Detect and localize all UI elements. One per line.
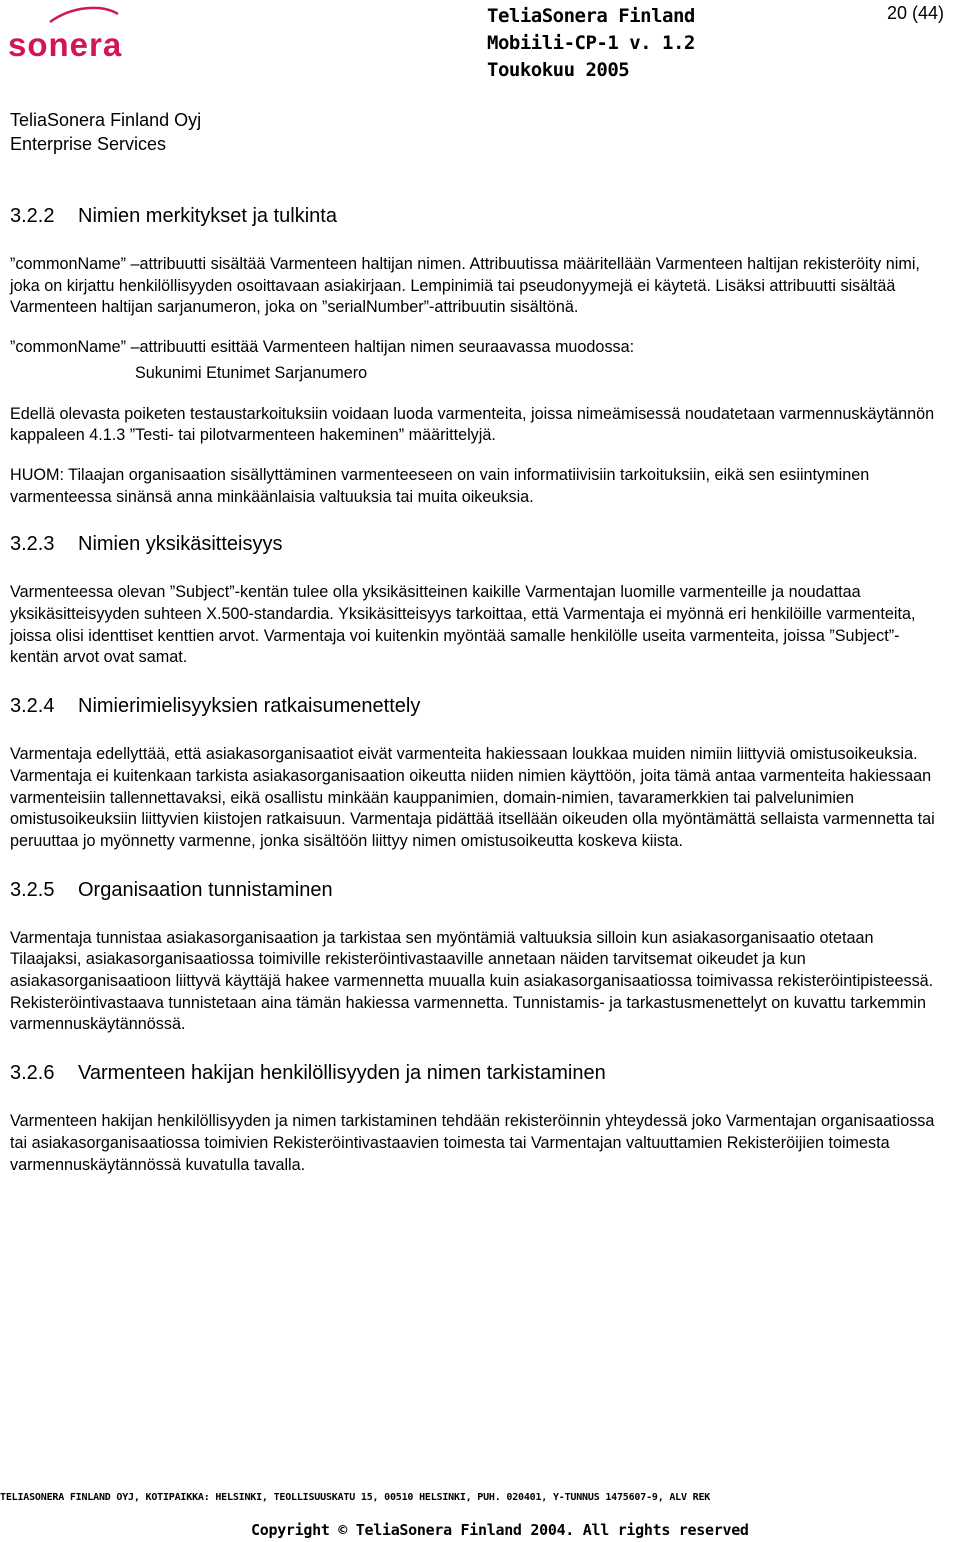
paragraph: ”commonName” –attribuutti esittää Varmenteen haltijan nimen seuraavassa muodossa: [10, 338, 635, 357]
header-date: Toukokuu 2005 [487, 59, 630, 81]
paragraph: Varmenteessa olevan ”Subject”-kentän tulee olla yksikäsitteinen kaikille Varmentajan luomille varmenteille ja noudattaa yksikäsitteisyyden suhteen X.500-standardia. Yksikäsitteisyys tarkoittaa, että Varmentaja ei myönnä eri henkilöille varmenteita, joissa olisi identtiset kenttien arvot. Varmentaja voi kuitenkin myöntää samalle henkilölle useita varmenteita, joissa ”Subject”-kentän arvot ovat samat. [10, 583, 916, 667]
paragraph: Varmentaja tunnistaa asiakasorganisaation ja tarkistaa sen myöntämiä valtuuksia silloin kun asiakasorganisaatio otetaan Tilaajaksi, asiakasorganisaatiossa toimiville rekisteröintivastaaville annetaan näiden tarvitsemat oikeudet ja kun asiakasorganisaatioon liittyvä käyttäjä hakee varmennetta muualla kuin asiakasorganisaatiossa toimivassa rekisteröintipisteessä. Rekisteröintivastaava tunnistetaan aina tämän hakiessa varmennetta. Tunnistamis- ja tarkastusmenettelyt on kuvattu tarkemmin varmennuskäytännössä. [10, 928, 934, 1034]
section-heading-3-2-6: 3.2.6 Varmenteen hakijan henkilöllisyyden ja nimen tarkistaminen [10, 1062, 606, 1085]
paragraph: Varmentaja edellyttää, että asiakasorganisaatiot eivät varmenteita hakiessaan loukkaa muiden nimiin liittyviä omistusoikeuksia. Varmentaja ei kuitenkaan tarkista asiakasorganisaation oikeutta niiden nimien käyttöön, joita tämä antaa varmenteita hakiessaan varmenteisiin tallennettavaksi, eikä osallistu minkään kauppanimien, domain-nimien, tavaramerkkien tai palvelunimien omistusoikeuksiin liittyvien kiistojen ratkaisuun. Varmentaja pidättää itsellään oikeuden olla myöntämättä sellaista varmennetta tai peruuttaa jo myönnetty varmenne, jonka sisältöön liittyy nimen omistusoikeutta koskeva kiista. [10, 745, 935, 850]
name-format: Sukunimi Etunimet Sarjanumero [135, 363, 368, 382]
footer-address: TELIASONERA FINLAND OYJ, KOTIPAIKKA: HELSINKI, TEOLLISUUSKATU 15, 00510 HELSINKI, PUH. 020401, Y-TUNNUS 1475607-9, ALV REK [0, 1492, 711, 1503]
header-company: TeliaSonera Finland [487, 5, 695, 27]
company-unit: Enterprise Services [10, 134, 167, 154]
document-header [487, 3, 695, 84]
footer-copyright: Copyright © TeliaSonera Finland 2004. All rights reserved [251, 1521, 749, 1539]
header-doc-title: Mobiili-CP-1 v. 1.2 [487, 32, 695, 54]
section-heading-3-2-4: 3.2.4 Nimierimielisyyksien ratkaisumenettely [10, 695, 421, 718]
section-heading-3-2-5: 3.2.5 Organisaation tunnistaminen [10, 878, 333, 901]
company-org: TeliaSonera Finland Oyj [10, 110, 202, 130]
logo-text: sonera [8, 26, 123, 63]
paragraph: HUOM: Tilaajan organisaation sisällyttäminen varmenteeseen on vain informatiivisiin tarkoituksiin, eikä sen esiintyminen varmenteessa sinänsä anna minkäänlaisia valtuuksia tai muita oikeuksia. [10, 465, 870, 506]
sonera-logo [8, 0, 158, 70]
section-heading-3-2-2: 3.2.2 Nimien merkitykset ja tulkinta [10, 205, 337, 227]
section-heading-3-2-3: 3.2.3 Nimien yksikäsitteisyys [10, 533, 283, 556]
page-number: 20 (44) [886, 3, 944, 23]
paragraph: Varmenteen hakijan henkilöllisyyden ja nimen tarkistaminen tehdään rekisteröinnin yhteydessä joko Varmentajan organisaatiossa tai asiakasorganisaatiossa toimivien Rekisteröintivastaavien toimesta tai Varmentajan valtuuttamien Rekisteröijien toimesta varmennuskäytännössä kuvatulla tavalla. [10, 1112, 935, 1174]
company-block [10, 108, 201, 156]
paragraph: Edellä olevasta poiketen testaustarkoituksiin voidaan luoda varmenteita, joissa nimeämisessä noudatetaan varmennuskäytännön kappaleen 4.1.3 ”Testi- tai pilotvarmenteen hakeminen” määrittelyjä. [10, 404, 935, 445]
document-body [10, 203, 945, 1194]
paragraph: ”commonName” –attribuutti sisältää Varmenteen haltijan nimen. Attribuutissa määritellään Varmenteen haltijan rekisteröity nimi, joka on kirjattu henkilöllisyyden osoittavaan asiakirjaan. Lempinimiä tai pseudonyymejä ei käytetä. Lisäksi attribuutti sisältää Varmenteen haltijan sarjanumeron, joka on ”serialNumber”-attribuutin sisältönä. [10, 255, 920, 317]
